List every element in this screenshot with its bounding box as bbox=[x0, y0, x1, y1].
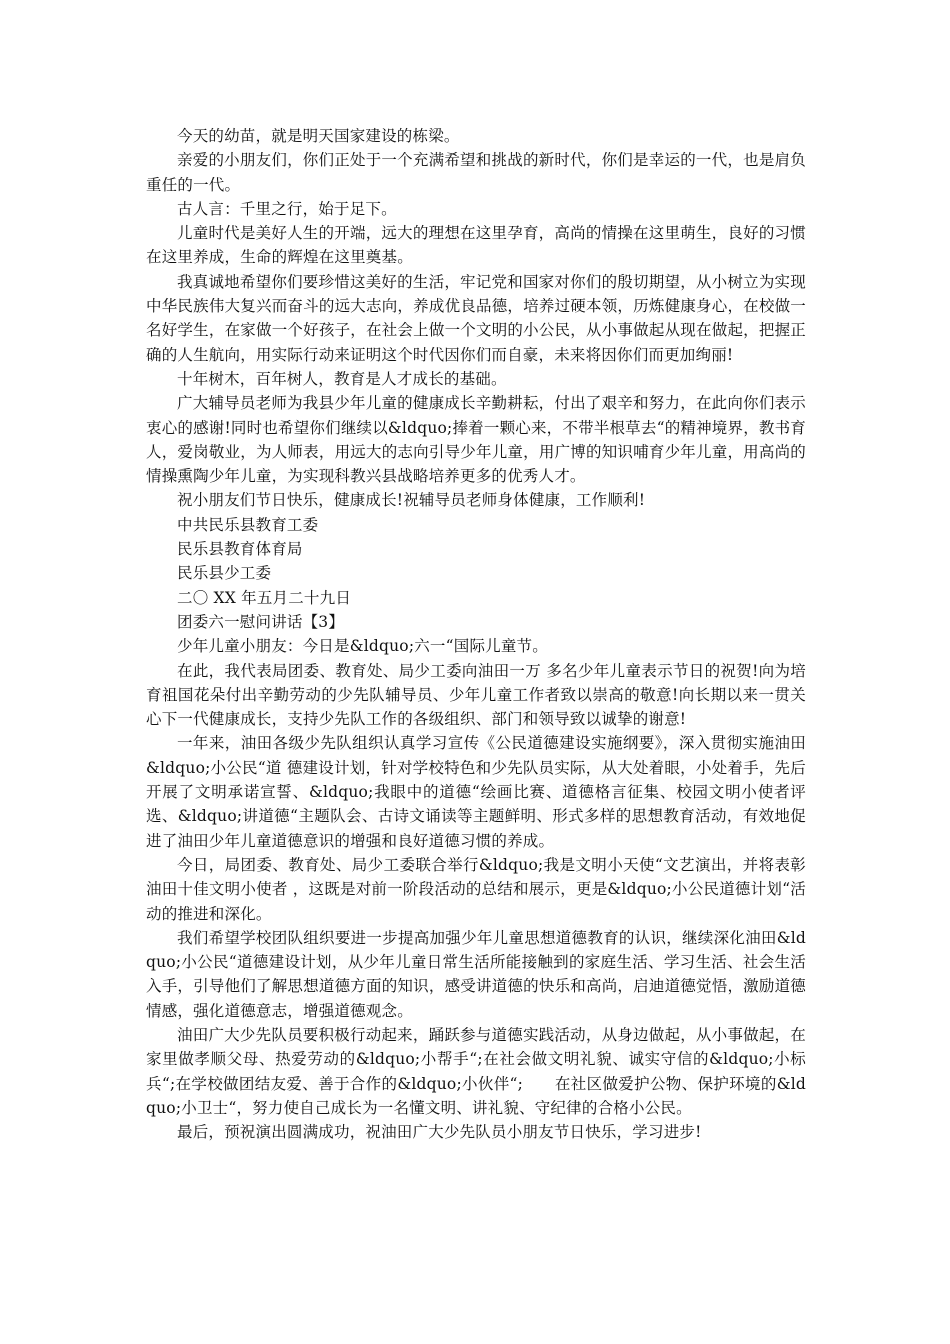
paragraph: 最后，预祝演出圆满成功，祝油田广大少先队员小朋友节日快乐，学习进步! bbox=[177, 1123, 702, 1142]
paragraph: 儿童时代是美好人生的开端，远大的理想在这里孕育，高尚的情操在这里萌生，良好的习惯在这里养成，生命的辉煌在这里奠基。 bbox=[146, 224, 806, 267]
paragraph: 我真诚地希望你们要珍惜这美好的生活，牢记党和国家对你们的殷切期望，从小树立为实现中华民族伟大复兴而奋斗的远大志向，养成优良品德，培养过硬本领，历炼健康身心，在校做一名好学生，在家做一个好孩子，在社会上做一个文明的小公民，从小事做起从现在做起，把握正确的人生航向，用实际行动来证明这个时代因你们而自豪，未来将因你们而更加绚丽! bbox=[146, 272, 806, 364]
paragraph: 广大辅导员老师为我县少年儿童的健康成长辛勤耕耘，付出了艰辛和努力，在此向你们表示衷心的感谢!同时也希望你们继续以&ldquo;捧着一颗心来，不带半根草去“的精神境界，教书育人，爱岗敬业，为人师表，用远大的志向引导少年儿童，用广博的知识哺育少年儿童，用高尚的情操熏陶少年儿童，为实现科教兴县战略培养更多的优秀人才。 bbox=[146, 394, 806, 486]
paragraph: 一年来，油田各级少先队组织认真学习宣传《公民道德建设实施纲要》，深入贯彻实施油田&ldquo;小公民“道 德建设计划，针对学校特色和少先队员实际，从大处着眼，小处着手，先后开展了文明承诺宣誓、&ldquo;我眼中的道德“绘画比赛、道德格言征集、校园文明小使者评选、&ldquo;讲道德“主题队会、古诗文诵读等主题鲜明、形式多样的思想教育活动，有效地促进了油田少年儿童道德意识的增强和良好道德习惯的养成。 bbox=[146, 734, 806, 850]
paragraph: 少年儿童小朋友：今日是&ldquo;六一“国际儿童节。 bbox=[177, 637, 548, 656]
paragraph: 亲爱的小朋友们，你们正处于一个充满希望和挑战的新时代，你们是幸运的一代，也是肩负重任的一代。 bbox=[146, 151, 806, 194]
paragraph: 我们希望学校团队组织要进一步提高加强少年儿童思想道德教育的认识，继续深化油田&ldquo;小公民“道德建设计划，从少年儿童日常生活所能接触到的家庭生活、学习生活、社会生活入手，引导他们了解思想道德方面的知识，感受讲道德的快乐和高尚，启迪道德觉悟，激励道德情感，强化道德意志，增强道德观念。 bbox=[146, 928, 806, 1020]
paragraph: 油田广大少先队员要积极行动起来，踊跃参与道德实践活动，从身边做起，从小事做起，在家里做孝顺父母、热爱劳动的&ldquo;小帮手“;在社会做文明礼貌、诚实守信的&ldquo;小标兵“;在学校做团结友爱、善于合作的&ldquo;小伙伴“; 在社区做爱护公物、保护环境的&ldquo;小卫士“，努力使自己成长为一名懂文明、讲礼貌、守纪律的合格小公民。 bbox=[146, 1025, 806, 1117]
section-heading: 团委六一慰问讲话【3】 bbox=[177, 612, 345, 631]
paragraph: 古人言：千里之行，始于足下。 bbox=[177, 199, 397, 218]
signature-line: 民乐县教育体育局 bbox=[177, 540, 303, 559]
document-body bbox=[146, 124, 806, 1144]
paragraph: 今天的幼苗，就是明天国家建设的栋梁。 bbox=[177, 127, 460, 145]
paragraph: 十年树木，百年树人，教育是人才成长的基础。 bbox=[177, 369, 507, 388]
paragraph: 在此，我代表局团委、教育处、局少工委向油田一万 多名少年儿童表示节日的祝贺!向为培育祖国花朵付出辛勤劳动的少先队辅导员、少年儿童工作者致以崇高的敬意!向长期以来一贯关心下一代健康成长，支持少先队工作的各级组织、部门和领导致以诚挚的谢意! bbox=[146, 661, 806, 729]
signature-line: 中共民乐县教育工委 bbox=[177, 515, 319, 534]
signature-line: 民乐县少工委 bbox=[177, 564, 272, 583]
paragraph: 祝小朋友们节日快乐，健康成长!祝辅导员老师身体健康，工作顺利! bbox=[177, 491, 646, 510]
paragraph: 今日，局团委、教育处、局少工委联合举行&ldquo;我是文明小天使“文艺演出，并将表彰油田十佳文明小使者 ，这既是对前一阶段活动的总结和展示，更是&ldquo;小公民道德计划“活动的推进和深化。 bbox=[146, 855, 806, 923]
date-line: 二〇 XX 年五月二十九日 bbox=[177, 588, 352, 607]
